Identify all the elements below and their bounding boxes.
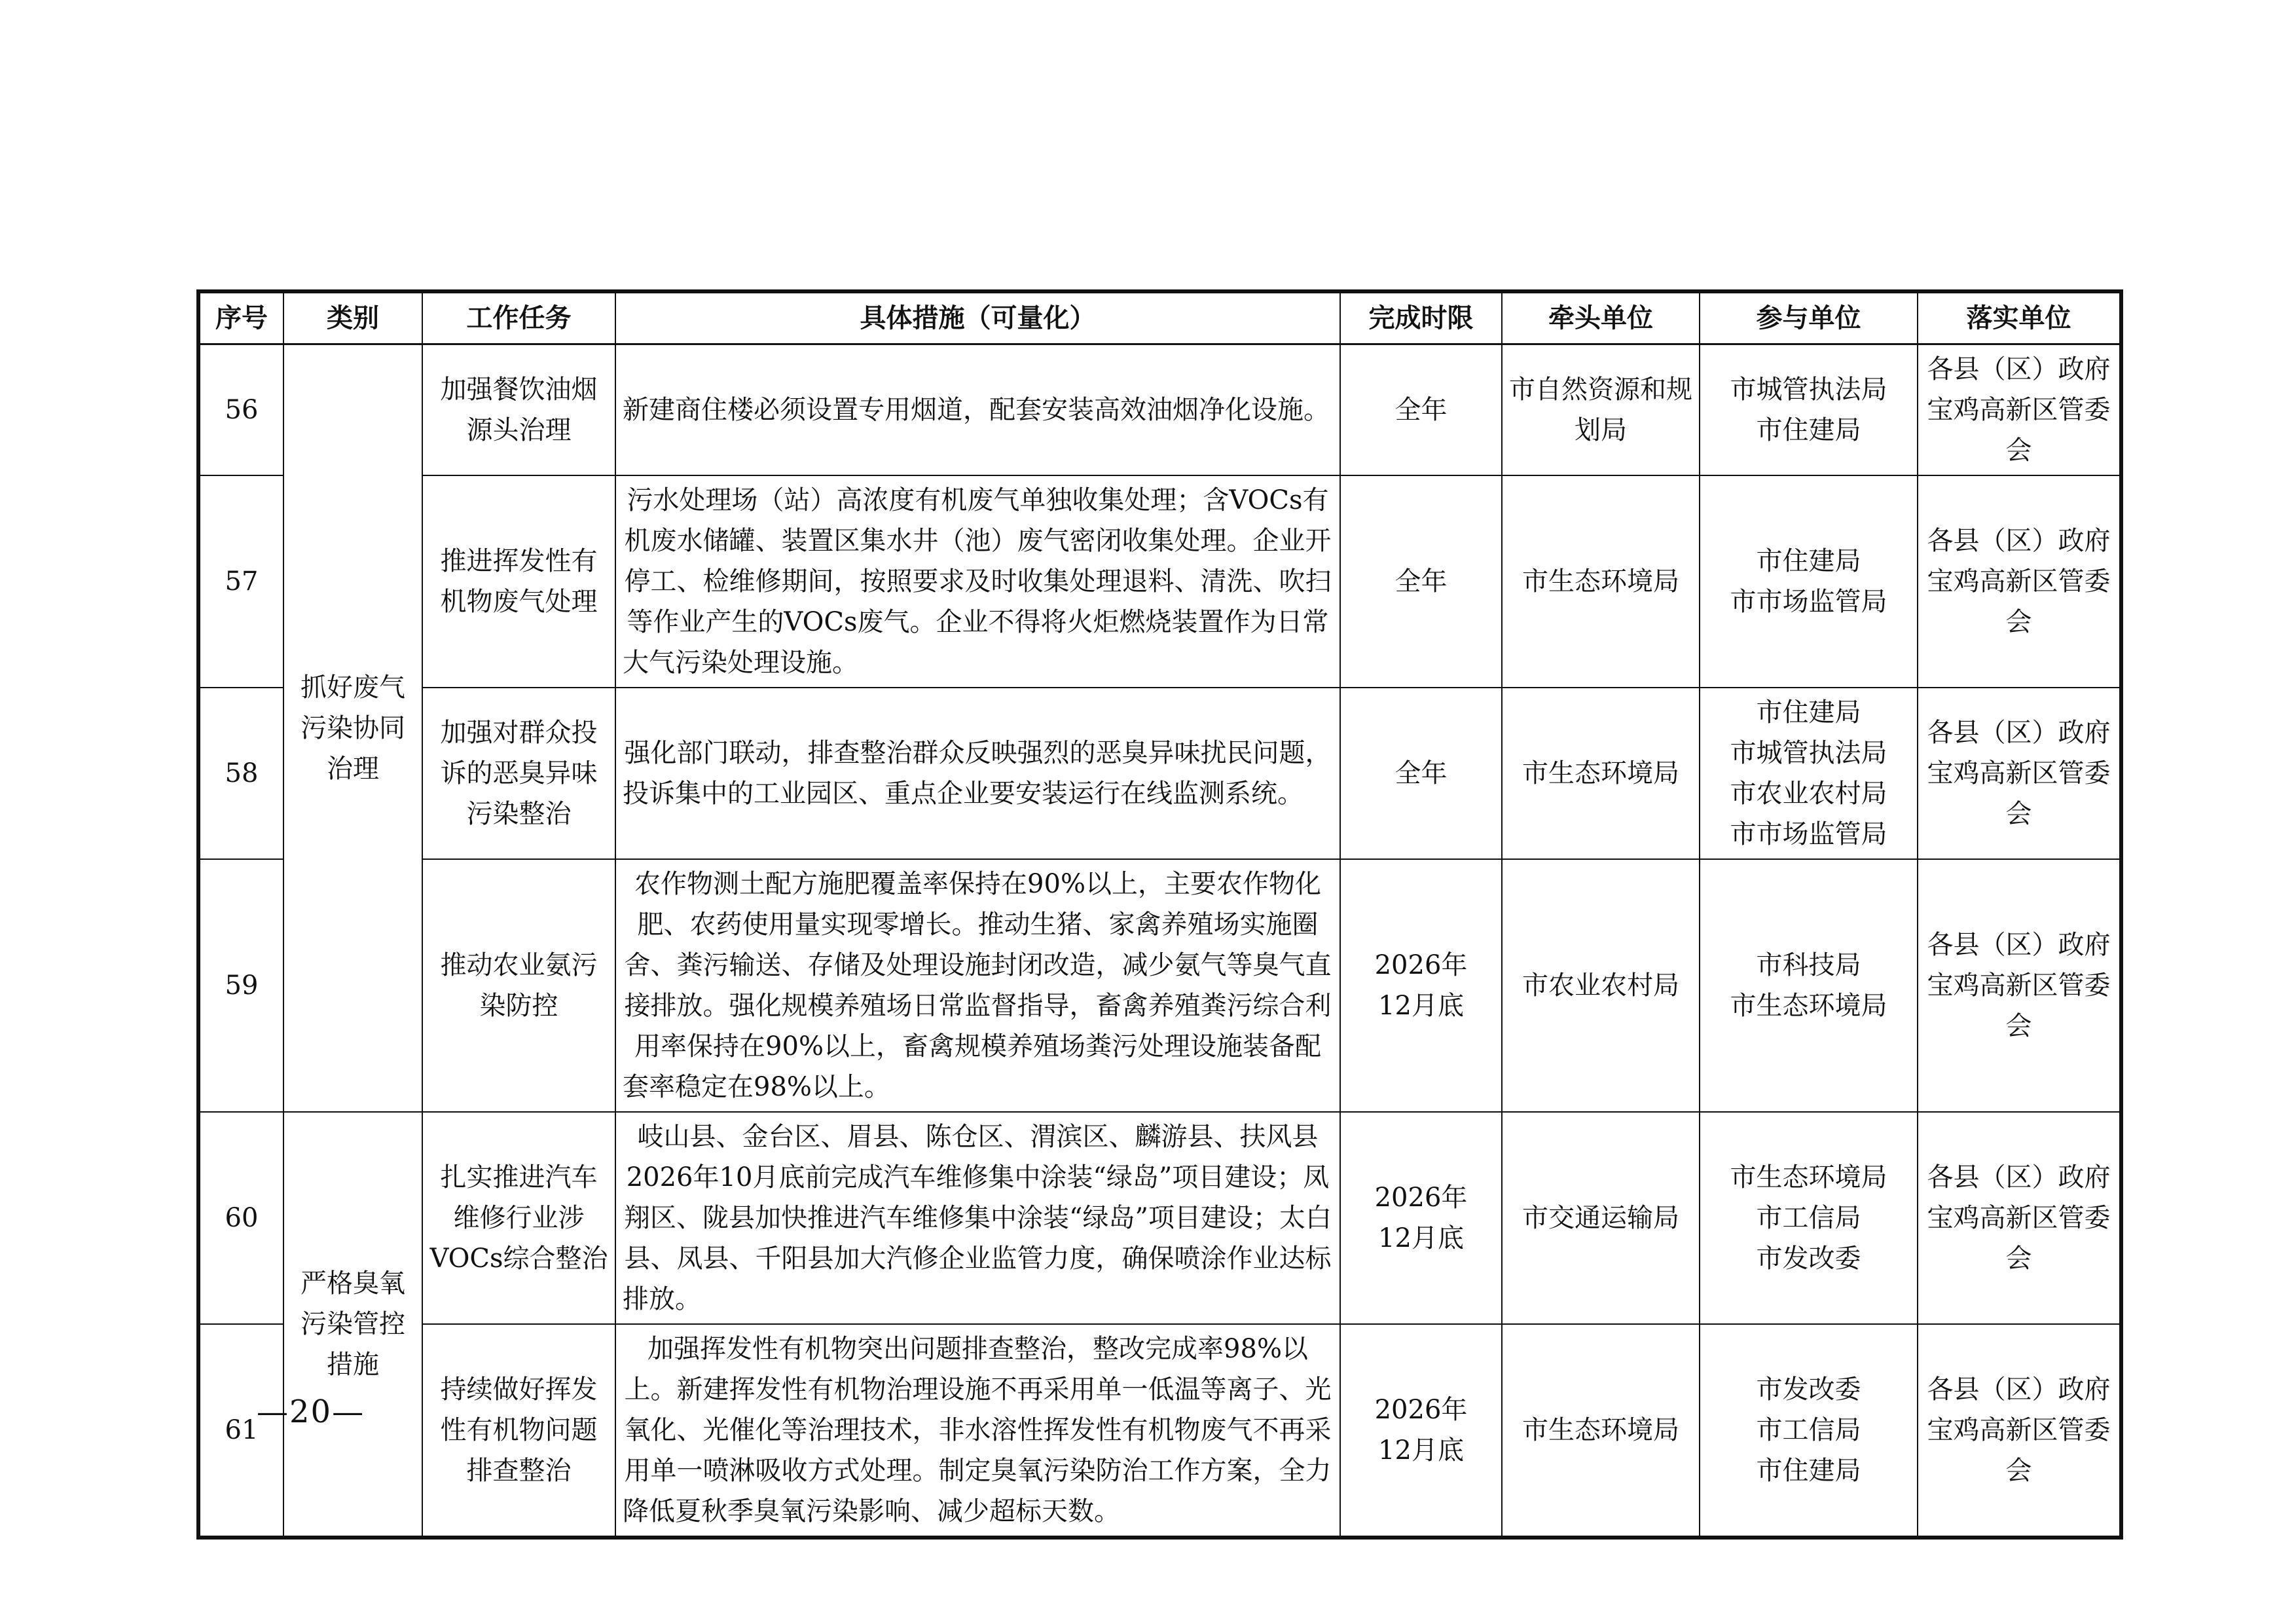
task-line: 加强对群众投 — [440, 718, 598, 748]
table-row — [198, 1112, 2121, 1324]
row-deadline — [1340, 344, 1502, 476]
participant: 市城管执法局 — [1730, 375, 1887, 405]
implementer: 各县（区）政府 — [1927, 1162, 2111, 1192]
implementer: 各县（区）政府 — [1927, 718, 2111, 748]
implementer: 宝鸡高新区管委会 — [1927, 1203, 2111, 1274]
deadline-line: 2026年 — [1374, 1183, 1468, 1213]
deadline-line: 全年 — [1394, 566, 1448, 597]
task-line: 染防控 — [479, 991, 558, 1021]
task-line: 性有机物问题 — [440, 1415, 598, 1445]
row-participants — [1700, 859, 1918, 1112]
participant: 市城管执法局 — [1730, 738, 1887, 768]
participant: 市市场监管局 — [1730, 819, 1887, 849]
deadline-line: 12月底 — [1378, 1435, 1464, 1466]
header-seq: 序号 — [198, 291, 283, 344]
implementer: 各县（区）政府 — [1927, 1375, 2111, 1405]
row-participants — [1700, 1112, 1918, 1324]
row-implementers — [1918, 1324, 2121, 1538]
task-line: 污染整治 — [466, 799, 572, 829]
table-row — [198, 475, 2121, 688]
deadline-line: 2026年 — [1374, 1395, 1468, 1425]
row-implementers — [1918, 688, 2121, 859]
row-measures: 岐山县、金台区、眉县、陈仓区、渭滨区、麟游县、扶风县2026年10月底前完成汽车维修集中涂装“绿岛”项目建设；凤翔区、陇县加快推进汽车维修集中涂装“绿岛”项目建设；太白县、凤县、千阳县加大汽修企业监管力度，确保喷涂作业达标排放。 — [615, 1112, 1340, 1324]
participant: 市生态环境局 — [1730, 991, 1887, 1021]
row-measures: 强化部门联动，排查整治群众反映强烈的恶臭异味扰民问题，投诉集中的工业园区、重点企业要安装运行在线监测系统。 — [615, 688, 1340, 859]
header-participating-units: 参与单位 — [1700, 291, 1918, 344]
row-task — [422, 475, 615, 688]
header-implementing-units: 落实单位 — [1918, 291, 2121, 344]
deadline-line: 12月底 — [1378, 991, 1464, 1021]
row-task — [422, 1324, 615, 1538]
table-row — [198, 688, 2121, 859]
participant: 市住建局 — [1756, 415, 1861, 445]
row-task — [422, 1112, 615, 1324]
header-task: 工作任务 — [422, 291, 615, 344]
row-lead-unit: 市自然资源和规划局 — [1502, 344, 1700, 476]
task-line: 扎实推进汽车 — [440, 1162, 598, 1192]
task-line: VOCs综合整治 — [429, 1244, 608, 1274]
row-seq: 60 — [198, 1112, 283, 1324]
row-task — [422, 859, 615, 1112]
row-lead-unit: 市生态环境局 — [1502, 475, 1700, 688]
deadline-line: 2026年 — [1374, 950, 1468, 980]
header-category: 类别 — [283, 291, 422, 344]
task-line: 排查整治 — [466, 1456, 572, 1486]
participant: 市工信局 — [1756, 1203, 1861, 1233]
category-label-line: 抓好废气 — [301, 673, 405, 703]
row-measures: 新建商住楼必须设置专用烟道，配套安装高效油烟净化设施。 — [615, 344, 1340, 476]
row-task — [422, 344, 615, 476]
task-line: 加强餐饮油烟 — [440, 375, 598, 405]
header-lead-unit: 牵头单位 — [1502, 291, 1700, 344]
participant: 市住建局 — [1756, 697, 1861, 728]
task-line: 推动农业氨污 — [440, 950, 598, 980]
table-row — [198, 859, 2121, 1112]
table-row — [198, 344, 2121, 476]
row-implementers — [1918, 1112, 2121, 1324]
row-seq: 56 — [198, 344, 283, 476]
deadline-line: 12月底 — [1378, 1223, 1464, 1253]
header-deadline: 完成时限 — [1340, 291, 1502, 344]
task-table-container — [196, 289, 2123, 1540]
table-header-row — [198, 291, 2121, 344]
participant: 市工信局 — [1756, 1415, 1861, 1445]
participant: 市发改委 — [1756, 1375, 1861, 1405]
implementer: 宝鸡高新区管委会 — [1927, 1415, 2111, 1486]
row-lead-unit: 市农业农村局 — [1502, 859, 1700, 1112]
participant: 市发改委 — [1756, 1244, 1861, 1274]
row-lead-unit: 市生态环境局 — [1502, 1324, 1700, 1538]
category-cell — [283, 344, 422, 1113]
row-participants — [1700, 344, 1918, 476]
row-lead-unit: 市生态环境局 — [1502, 688, 1700, 859]
category-label-line: 严格臭氧 — [301, 1268, 405, 1299]
row-measures: 污水处理场（站）高浓度有机废气单独收集处理；含VOCs有机废水储罐、装置区集水井（池）废气密闭收集处理。企业开停工、检维修期间，按照要求及时收集处理退料、清洗、吹扫等作业产生的VOCs废气。企业不得将火炬燃烧装置作为日常大气污染处理设施。 — [615, 475, 1340, 688]
participant: 市市场监管局 — [1730, 587, 1887, 617]
row-participants — [1700, 688, 1918, 859]
deadline-line: 全年 — [1394, 395, 1448, 425]
row-measures: 农作物测土配方施肥覆盖率保持在90%以上，主要农作物化肥、农药使用量实现零增长。推动生猪、家禽养殖场实施圈舍、粪污输送、存储及处理设施封闭改造，减少氨气等臭气直接排放。强化规模养殖场日常监督指导，畜禽养殖粪污综合利用率保持在90%以上，畜禽规模养殖场粪污处理设施装备配套率稳定在98%以上。 — [615, 859, 1340, 1112]
participant: 市住建局 — [1756, 1456, 1861, 1486]
row-seq: 59 — [198, 859, 283, 1112]
implementer: 宝鸡高新区管委会 — [1927, 566, 2111, 637]
task-line: 诉的恶臭异味 — [440, 758, 598, 788]
row-lead-unit: 市交通运输局 — [1502, 1112, 1700, 1324]
row-seq: 58 — [198, 688, 283, 859]
category-label-line: 污染管控 — [301, 1309, 405, 1339]
task-table — [196, 289, 2123, 1540]
task-line: 机物废气处理 — [440, 587, 598, 617]
row-participants — [1700, 1324, 1918, 1538]
row-participants — [1700, 475, 1918, 688]
row-deadline — [1340, 688, 1502, 859]
task-line: 维修行业涉 — [453, 1203, 585, 1233]
row-measures: 加强挥发性有机物突出问题排查整治，整改完成率98%以上。新建挥发性有机物治理设施不再采用单一低温等离子、光氧化、光催化等治理技术，非水溶性挥发性有机物废气不再采用单一喷淋吸收方式处理。制定臭氧污染防治工作方案，全力降低夏秋季臭氧污染影响、减少超标天数。 — [615, 1324, 1340, 1538]
table-row — [198, 1324, 2121, 1538]
task-line: 源头治理 — [466, 415, 572, 445]
implementer: 宝鸡高新区管委会 — [1927, 395, 2111, 466]
row-deadline — [1340, 859, 1502, 1112]
row-implementers — [1918, 344, 2121, 476]
row-implementers — [1918, 475, 2121, 688]
implementer: 宝鸡高新区管委会 — [1927, 970, 2111, 1041]
implementer: 宝鸡高新区管委会 — [1927, 758, 2111, 829]
header-measures: 具体措施（可量化） — [615, 291, 1340, 344]
page-number: —20— — [257, 1393, 365, 1430]
row-seq: 61 — [198, 1324, 283, 1538]
row-deadline — [1340, 1112, 1502, 1324]
task-line: 持续做好挥发 — [440, 1375, 598, 1405]
category-label-line: 治理 — [327, 754, 379, 784]
implementer: 各县（区）政府 — [1927, 526, 2111, 556]
category-label-line: 措施 — [327, 1350, 379, 1380]
category-label-line: 污染协同 — [301, 713, 405, 743]
deadline-line: 全年 — [1394, 758, 1448, 788]
row-seq: 57 — [198, 475, 283, 688]
implementer: 各县（区）政府 — [1927, 930, 2111, 960]
task-line: 推进挥发性有 — [440, 546, 598, 576]
row-task — [422, 688, 615, 859]
participant: 市生态环境局 — [1730, 1162, 1887, 1192]
row-deadline — [1340, 475, 1502, 688]
row-deadline — [1340, 1324, 1502, 1538]
implementer: 各县（区）政府 — [1927, 354, 2111, 384]
category-cell — [283, 1112, 422, 1538]
row-implementers — [1918, 859, 2121, 1112]
participant: 市农业农村局 — [1730, 779, 1887, 809]
participant: 市科技局 — [1756, 950, 1861, 980]
participant: 市住建局 — [1756, 546, 1861, 576]
